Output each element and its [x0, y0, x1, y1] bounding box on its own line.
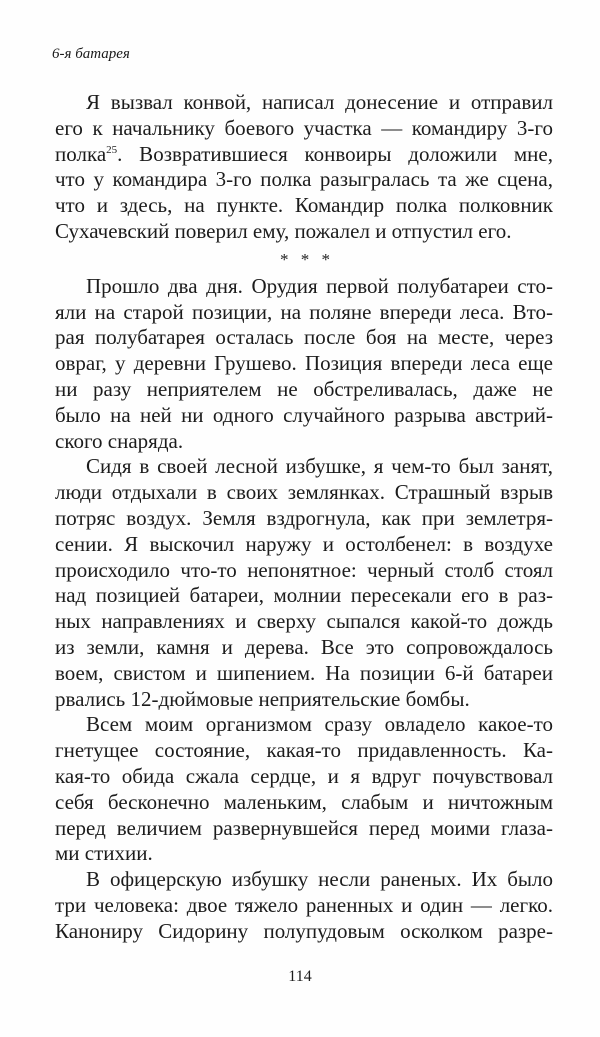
running-head: 6-я батарея: [52, 46, 130, 62]
text-line: над позицией батареи, молнии пересекали его в раз-: [55, 583, 553, 608]
text-line: Сухачевский поверил ему, пожалел и отпустил его.: [55, 218, 512, 243]
text-line-with-footnote: [55, 142, 553, 168]
text-line: перед величием развернувшейся перед моими глаза-: [55, 815, 553, 840]
text-fragment: полка: [55, 141, 107, 166]
text-line: ми стихии.: [55, 841, 153, 866]
text-line: кая-то обида сжала сердце, и я вдруг почувствовал: [55, 763, 553, 788]
text-line: ни разу неприятелем не обстреливалась, даже не: [55, 376, 553, 401]
text-line: Канониру Сидорину полупудовым осколком разре-: [55, 918, 553, 943]
text-line: себя бесконечно маленьким, слабым и ничтожным: [55, 789, 553, 814]
text-line: что и здесь, на пункте. Командир полка полковник: [55, 193, 553, 218]
text-line: Я вызвал конвой, написал донесение и отправил: [86, 90, 553, 114]
text-line: было на ней ни одного случайного разрыва австрий-: [55, 402, 553, 427]
section-separator: * * *: [280, 249, 334, 269]
text-line: ных направлениях и сверху сыпался какой-то дождь: [55, 609, 553, 634]
text-line: потряс воздух. Земля вздрогнула, как при землетря-: [55, 505, 553, 530]
text-line: В офицерскую избушку несли раненых. Их было: [86, 867, 553, 892]
text-line: рвались 12-дюймовые неприятельские бомбы.: [55, 686, 470, 711]
text-line: три человека: двое тяжело раненных и один — легко.: [55, 892, 553, 917]
text-line: Сидя в своей лесной избушке, я чем-то был занят,: [86, 454, 553, 479]
text-line: из земли, камня и дерева. Все это сопровождалось: [55, 634, 553, 659]
text-line: Прошло два дня. Орудия первой полубатареи сто-: [86, 273, 553, 298]
text-line: его к начальнику боевого участка — командиру 3-го: [55, 115, 553, 140]
text-line: воем, свистом и шипением. На позиции 6-й батареи: [55, 660, 553, 685]
text-line: люди отдыхали в своих землянках. Страшный взрыв: [55, 480, 553, 505]
text-line: происходило что-то непонятное: черный столб стоял: [55, 557, 553, 582]
text-line: сении. Я выскочил наружу и остолбенел: в воздухе: [55, 531, 553, 556]
footnote-reference[interactable]: 25: [106, 143, 118, 156]
text-line: ского снаряда.: [55, 428, 184, 453]
text-line: гнетущее состояние, какая-то придавленность. Ка-: [55, 738, 553, 763]
text-line: овраг, у деревни Грушево. Позиция впереди леса еще: [55, 351, 553, 376]
text-line: Всем моим организмом сразу овладело какое-то: [86, 712, 553, 737]
text-fragment: . Возвратившиеся конвоиры доложили мне,: [117, 141, 553, 166]
page-number: 114: [288, 968, 312, 985]
text-line: рая полубатарея осталась после боя на месте, через: [55, 325, 553, 350]
text-line: что у командира 3-го полка разыгралась та же сцена,: [55, 167, 553, 192]
text-line: яли на старой позиции, на поляне впереди леса. Вто-: [55, 299, 553, 324]
body-text: [55, 90, 553, 945]
